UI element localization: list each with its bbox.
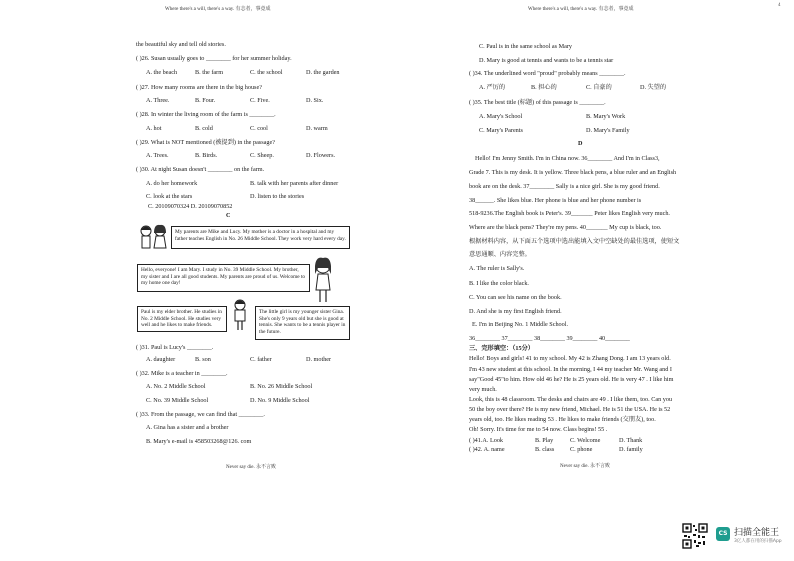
footer-right: Never say die. 永不言败 [560, 464, 610, 469]
q29-option-c[interactable]: C. Sheep. [250, 152, 274, 159]
cloze-line-8: Oh! Sorry. It's time for me to 54 now. Class begins! 55 . [469, 426, 608, 433]
cloze-line-6: 50 the boy over there? He is my new friend, Michael. He is 51 the USA. He is 52 [469, 406, 671, 413]
q33-option-d[interactable]: D. Mary is good at tennis and wants to be a tennis star [479, 57, 614, 64]
passage-d-line-5: 518-9236.The English book is Peter's. 39_______ Peter likes English very much. [469, 210, 670, 217]
question-31: ( )31. Paul is Lucy's ________. [136, 344, 214, 351]
passage-d-instruction-1: 根据材料内容，从下面五个选项中选出能填入文中空缺处的最佳选项，使短文 [469, 238, 680, 245]
gina-intro-box: The little girl is my younger sister Gina. She's only 9 years old but she is good at tennis. She wants to be a tennis player in the future. [255, 306, 350, 340]
section-d-letter: D [578, 140, 583, 147]
q34-option-d[interactable]: D. 失望的 [640, 84, 667, 91]
q30-option-d[interactable]: D. listen to the stories [250, 193, 305, 200]
q27-option-c[interactable]: C. Five. [250, 97, 270, 104]
q30-option-b[interactable]: B. talk with her parents after dinner [250, 180, 339, 187]
mike-intro-box: My parents are Mike and Lucy. My mother is a doctor in a hospital and my father teaches English in No. 26 Middle School. They work very hard every day. [171, 226, 350, 249]
cloze-line-4: very much. [469, 386, 497, 393]
paul-intro-box: Paul is my elder brother. He studies in No. 2 Middle School. He studies very well and he likes to make friends. [137, 306, 227, 332]
q33-option-c[interactable]: C. Paul is in the same school as Mary [479, 43, 572, 50]
passage-d-instruction-2: 意思通顺、内容完整。 [469, 251, 531, 258]
q26-option-a[interactable]: A. the beach [146, 69, 178, 76]
left-page [0, 0, 392, 561]
passage-d-line-2: Grade 7. This is my desk. It is yellow. Three black pens, a blue ruler and an English [469, 169, 677, 176]
mary-figure-icon [312, 256, 334, 306]
q26-option-d[interactable]: D. the garden [306, 69, 340, 76]
question-32: ( )32. Mike is a teacher in ________. [136, 370, 228, 377]
choice-e: E. I'm in Beijing No. 1 Middle School. [472, 321, 568, 328]
q42-option-b[interactable]: B. class [535, 446, 555, 453]
q35-option-d[interactable]: D. Mary's Family [586, 127, 630, 134]
choice-c: C. You can see his name on the book. [469, 294, 562, 301]
q41-stem: ( )41.A. Look [469, 437, 504, 444]
passage-tail: the beautiful sky and tell old stories. [136, 41, 226, 48]
mary-intro-box: Hello, everyone! I am Mary. I study in No. 39 Middle School. My brother, my sister and I are all good students. My parents are proud of us. Welcome to my home one day! [137, 264, 310, 292]
q29-option-a[interactable]: A. Trees. [146, 152, 169, 159]
q28-option-d[interactable]: D. warm [306, 125, 328, 132]
cloze-line-3: say"Good 45"to him. How old 46 he? He is 25 years old. He is very 47 . I like him [469, 376, 674, 383]
q41-option-d[interactable]: D. Thank [619, 437, 643, 444]
camscanner-tagline: 3亿人都在用的扫描App [734, 539, 782, 544]
question-35: ( )35. The best title (标题) of this passage is ________. [469, 99, 606, 106]
q31-option-b[interactable]: B. son [195, 356, 211, 363]
running-header-left: Where there's a will, there's a way. 有志者，事竟成 [165, 7, 271, 12]
question-30: ( )30. At night Susan doesn't ________ on the farm. [136, 166, 265, 173]
q28-option-a[interactable]: A. hot [146, 125, 162, 132]
q32-option-a[interactable]: A. No. 2 Middle School [146, 383, 206, 390]
camscanner-name: 扫描全能王 [734, 528, 780, 538]
right-page [400, 0, 794, 561]
q34-option-a[interactable]: A. 严厉的 [479, 84, 506, 91]
q31-option-a[interactable]: A. daughter [146, 356, 176, 363]
camscanner-logo: CS [716, 527, 730, 541]
choice-d: D. And she is my first English friend. [469, 308, 562, 315]
q33-option-a[interactable]: A. Gina has a sister and a brother [146, 424, 229, 431]
section-c-letter: C [226, 212, 231, 219]
question-26: ( )26. Susan usually goes to ________ for her summer holiday. [136, 55, 292, 62]
answer-blanks-36-40[interactable]: 36________ 37________ 38________ 39________ 40________ [469, 335, 630, 342]
q32-option-d[interactable]: D. No. 9 Middle School [250, 397, 310, 404]
passage-d-line-6: Where are the black pens? They're my pens. 40_______ My cup is black, too. [469, 224, 662, 231]
passage-d-line-3: book are on the desk. 37________ Sally is a nice girl. She is my good friend. [469, 183, 660, 190]
q27-option-d[interactable]: D. Six. [306, 97, 324, 104]
qr-code-icon [682, 523, 708, 549]
parents-figure-icon [137, 224, 169, 250]
choice-a: A. The ruler is Sally's. [469, 265, 525, 272]
q34-option-b[interactable]: B. 担心的 [531, 84, 557, 91]
q26-option-c[interactable]: C. the school [250, 69, 283, 76]
q41-option-b[interactable]: B. Play [535, 437, 554, 444]
cloze-line-5: Look, this is 48 classroom. The desks and chairs are 49 . I like them, too. Can you [469, 396, 673, 403]
q29-option-d[interactable]: D. Flowers. [306, 152, 336, 159]
passage-d-line-1: Hello! I'm Jenny Smith. I'm in China now. 36________ And I'm in Class3, [475, 155, 660, 162]
q42-stem: ( )42. A. name [469, 446, 505, 453]
question-27: ( )27. How many rooms are there in the big house? [136, 84, 262, 91]
q31-option-c[interactable]: C. father [250, 356, 272, 363]
question-28: ( )28. In winter the living room of the farm is ________. [136, 111, 276, 118]
cloze-line-7: years old, too. He likes reading 53 . He likes to make friends (交朋友), too. [469, 416, 656, 423]
question-33: ( )33. From the passage, we can find that ________. [136, 411, 265, 418]
question-29: ( )29. What is NOT mentioned (被提到) in the passage? [136, 139, 275, 146]
q27-option-a[interactable]: A. Three. [146, 97, 170, 104]
q34-option-c[interactable]: C. 自豪的 [586, 84, 612, 91]
q30-option-a[interactable]: A. do her homework [146, 180, 198, 187]
q33-option-b[interactable]: B. Mary's e-mail is 458503268@126. com [146, 438, 252, 445]
footer-left: Never say die. 永不言败 [226, 465, 276, 470]
section-3-title: 三、完形填空：（15分） [469, 345, 534, 352]
q35-option-a[interactable]: A. Mary's School [479, 113, 523, 120]
q26-option-b[interactable]: B. the farm [195, 69, 224, 76]
cloze-line-1: Hello! Boys and girls! 41 to my school. My 42 is Zhang Dong. I am 13 years old. [469, 355, 671, 362]
paul-figure-icon [230, 298, 250, 332]
q32-option-b[interactable]: B. No. 26 Middle School [250, 383, 313, 390]
running-header-right: Where there's a will, there's a way. 有志者，事竟成 [528, 7, 634, 12]
q41-option-c[interactable]: C. Welcome [570, 437, 601, 444]
question-34: ( )34. The underlined word "proud" probably means ________. [469, 70, 626, 77]
exam-id-stamp: C. 20109070324 D. 20109070852 [148, 203, 233, 210]
q30-option-c[interactable]: C. look at the stars [146, 193, 193, 200]
q35-option-b[interactable]: B. Mary's Work [586, 113, 626, 120]
q28-option-c[interactable]: C. cool [250, 125, 268, 132]
page-number-mark: 4 [778, 3, 781, 8]
q35-option-c[interactable]: C. Mary's Parents [479, 127, 523, 134]
q28-option-b[interactable]: B. cold [195, 125, 213, 132]
q29-option-b[interactable]: B. Birds. [195, 152, 218, 159]
q42-option-d[interactable]: D. family [619, 446, 643, 453]
q32-option-c[interactable]: C. No. 39 Middle School [146, 397, 209, 404]
q27-option-b[interactable]: B. Four. [195, 97, 216, 104]
passage-d-line-4: 38______. She likes blue. Her phone is blue and her phone number is [469, 197, 642, 204]
choice-b: B. I like the color black. [469, 280, 529, 287]
q31-option-d[interactable]: D. mother [306, 356, 332, 363]
cloze-line-2: I'm 43 new student at this school. In the morning, I 44 my teacher Mr. Wang and I [469, 366, 672, 373]
q42-option-c[interactable]: C. phone [570, 446, 593, 453]
